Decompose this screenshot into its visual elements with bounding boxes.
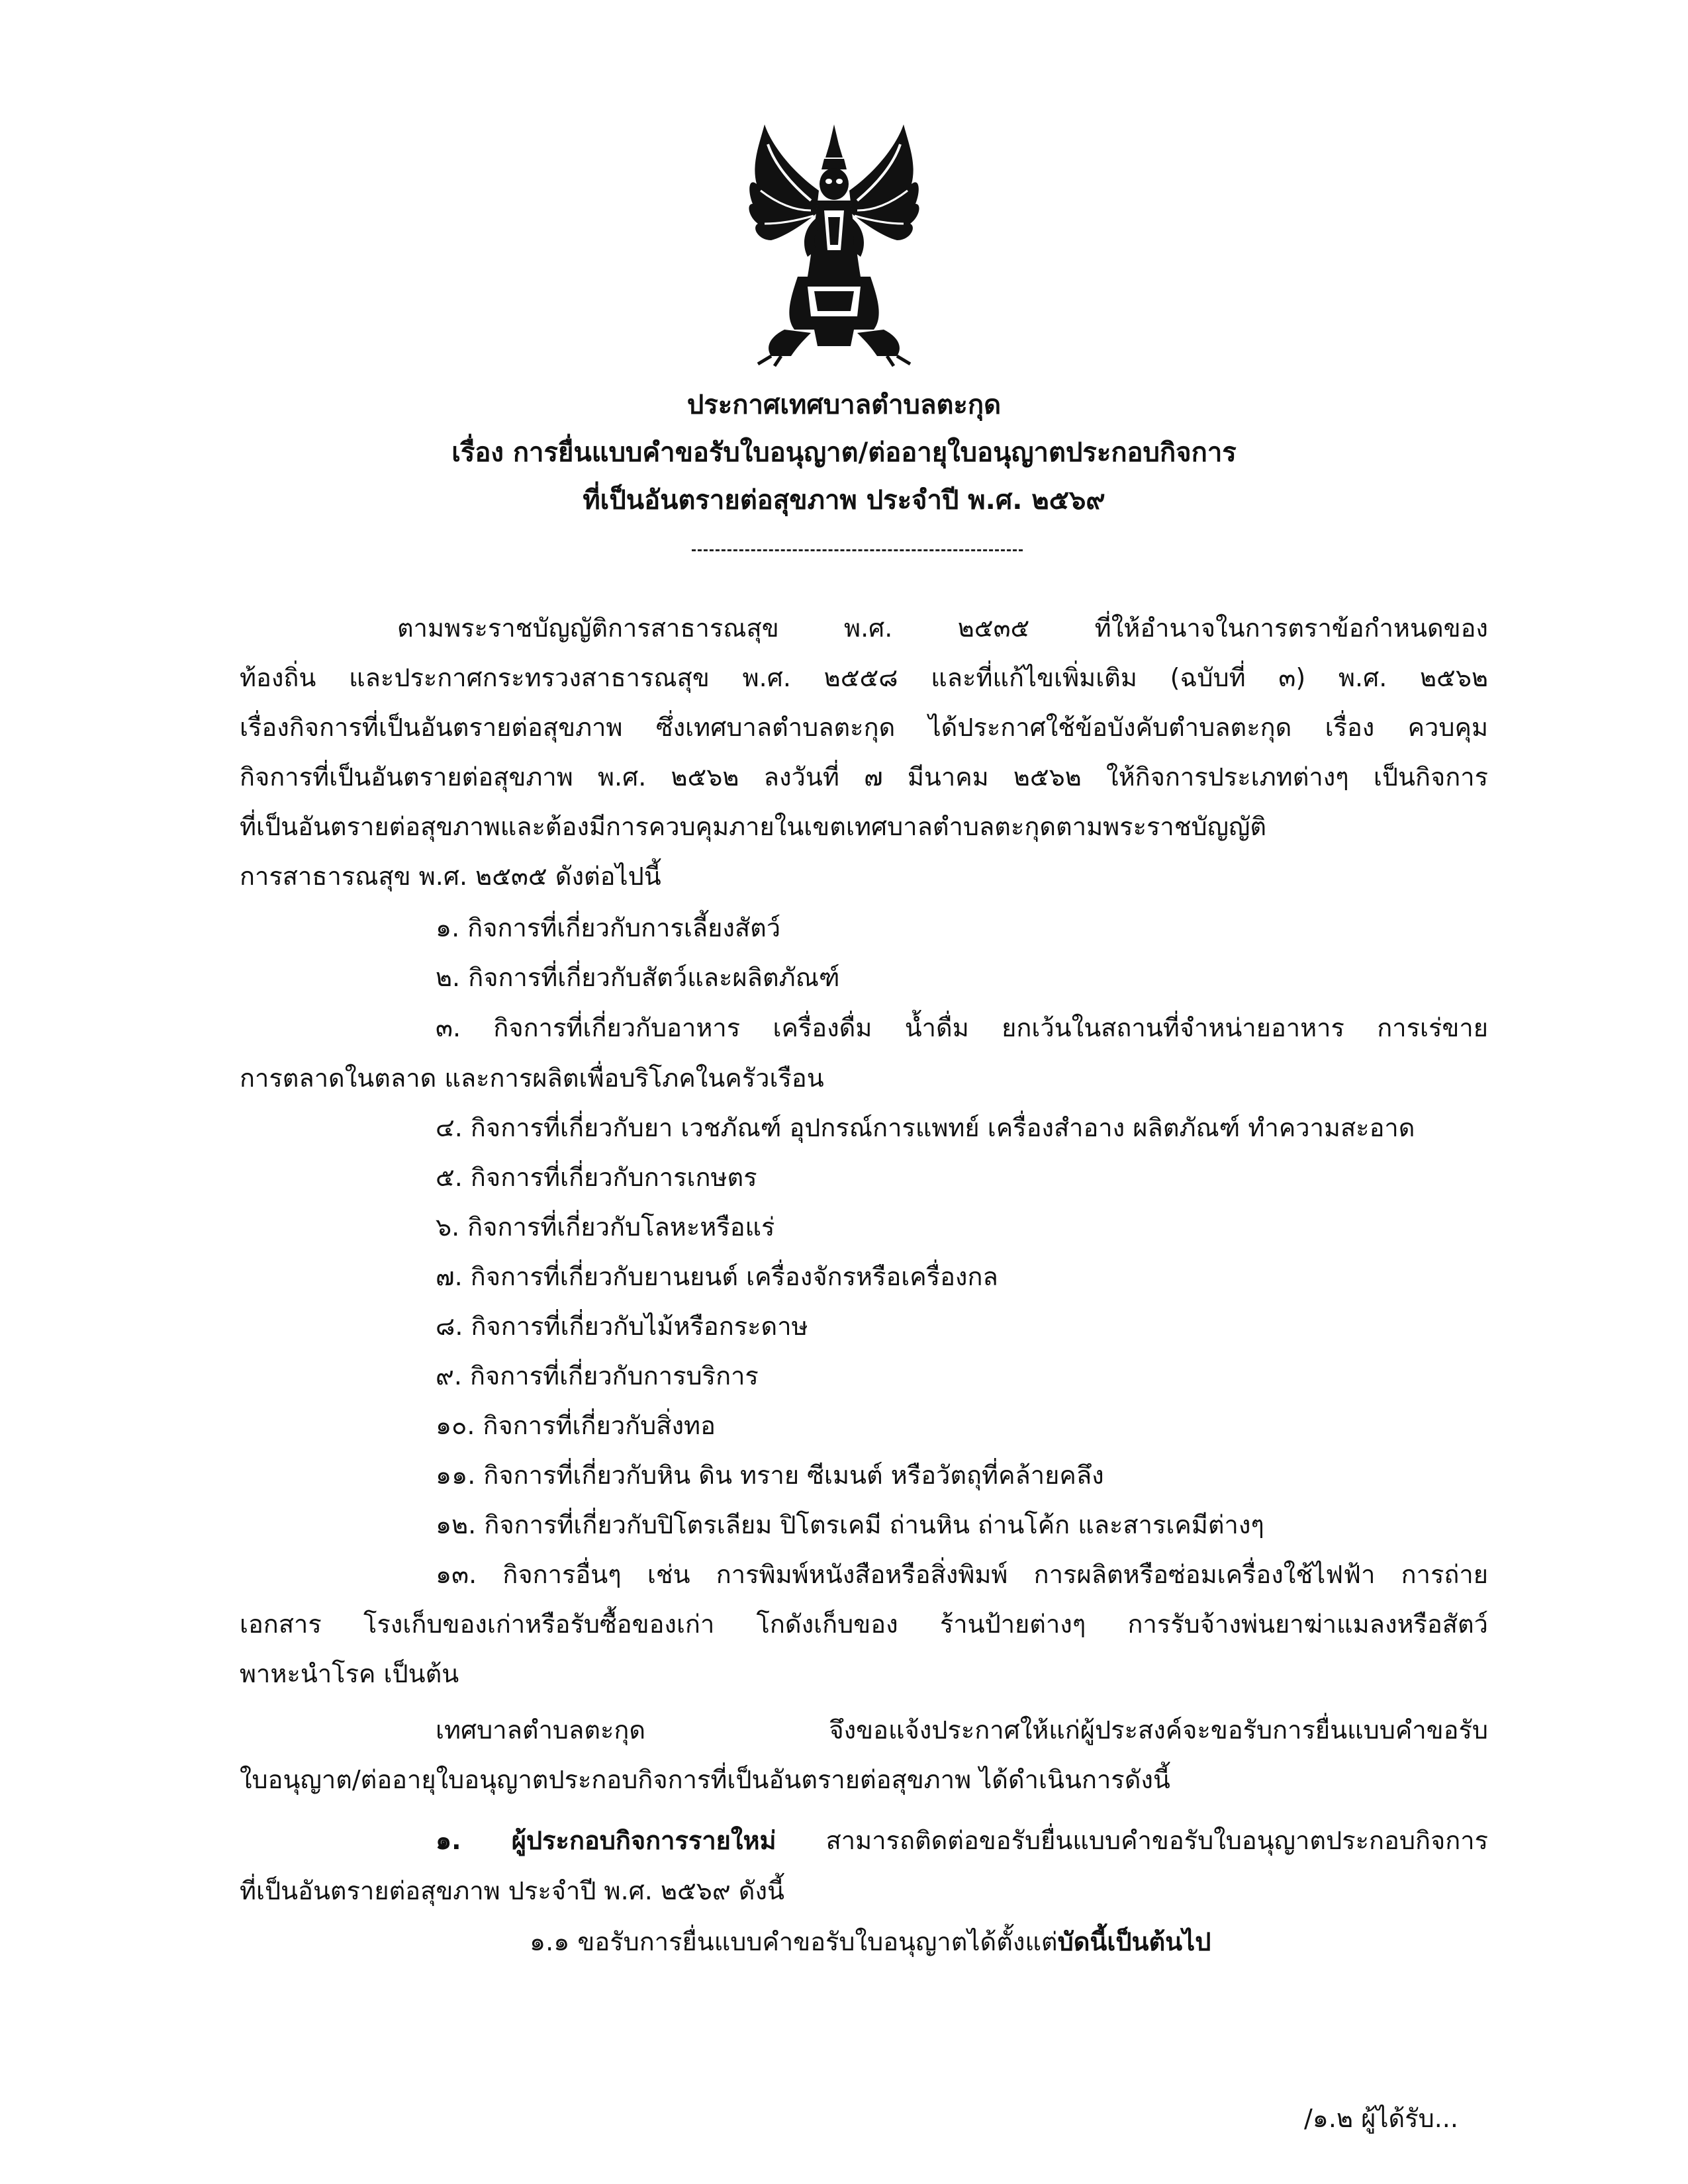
section-1-line-1 — [436, 1828, 1488, 1853]
list-item: ๑๑. กิจการที่เกี่ยวกับหิน ดิน ทราย ซีเมนต์ หรือวัตถุที่คล้ายคลึง — [436, 1461, 1104, 1490]
announcement-subject-continued: ที่เป็นอันตรายต่อสุขภาพ ประจำปี พ.ศ. ๒๕๖๙ — [583, 485, 1105, 516]
list-item: ๕. กิจการที่เกี่ยวกับการเกษตร — [436, 1163, 757, 1192]
list-item: ๗. กิจการที่เกี่ยวกับยานยนต์ เครื่องจักรหรือเครื่องกล — [436, 1262, 998, 1291]
section-1-1-emphasis: บัดนี้เป็นต้นไป — [1057, 1927, 1211, 1956]
list-item: ๑๓. กิจการอื่นๆ เช่น การพิมพ์หนังสือหรือสิ่งพิมพ์ การผลิตหรือซ่อมเครื่องใช้ไฟฟ้า การถ่าย — [436, 1560, 1488, 1589]
list-item: ๖. กิจการที่เกี่ยวกับโลหะหรือแร่ — [436, 1212, 775, 1242]
section-1-1 — [530, 1929, 1211, 1954]
list-item: ๙. กิจการที่เกี่ยวกับการบริการ — [436, 1361, 759, 1390]
notice-line-1: เทศบาลตำบลตะกุด จึงขอแจ้งประกาศให้แก่ผู้ประสงค์จะขอรับการยื่นแบบคำขอรับ — [436, 1715, 1488, 1745]
garuda-emblem-icon — [745, 118, 923, 369]
intro-line-3: เรื่องกิจการที่เป็นอันตรายต่อสุขภาพ ซึ่งเทศบาลตำบลตะกุด ได้ประกาศใช้ข้อบังคับตำบลตะกุด เรื่อง ควบคุม — [240, 713, 1488, 742]
heading-divider — [692, 549, 1023, 551]
list-item: ๒. กิจการที่เกี่ยวกับสัตว์และผลิตภัณฑ์ — [436, 963, 840, 992]
intro-line-4: กิจการที่เป็นอันตรายต่อสุขภาพ พ.ศ. ๒๕๖๒ ลงวันที่ ๗ มีนาคม ๒๕๖๒ ให้กิจการประเภทต่างๆ เป็นกิจการ — [240, 762, 1488, 792]
intro-line-6: การสาธารณสุข พ.ศ. ๒๕๓๕ ดังต่อไปนี้ — [240, 862, 661, 891]
list-item: ๑. กิจการที่เกี่ยวกับการเลี้ยงสัตว์ — [436, 913, 781, 942]
intro-line-5: ที่เป็นอันตรายต่อสุขภาพและต้องมีการควบคุมภายในเขตเทศบาลตำบลตะกุดตามพระราชบัญญัติ — [240, 812, 1267, 841]
list-item: ๔. กิจการที่เกี่ยวกับยา เวชภัณฑ์ อุปกรณ์การแพทย์ เครื่องสำอาง ผลิตภัณฑ์ ทำความสะอาด — [436, 1113, 1415, 1142]
section-1-1-text: ๑.๑ ขอรับการยื่นแบบคำขอรับใบอนุญาตได้ตั้งแต่ — [530, 1927, 1058, 1956]
list-item: ๘. กิจการที่เกี่ยวกับไม้หรือกระดาษ — [436, 1312, 808, 1341]
section-1-text: สามารถติดต่อขอรับยื่นแบบคำขอรับใบอนุญาตประกอบกิจการ — [776, 1826, 1488, 1855]
section-1-heading: ๑. ผู้ประกอบกิจการรายใหม่ — [436, 1826, 776, 1855]
section-1-line-2: ที่เป็นอันตรายต่อสุขภาพ ประจำปี พ.ศ. ๒๕๖๙ ดังนี้ — [240, 1876, 785, 1905]
list-item-continued: พาหะนำโรค เป็นต้น — [240, 1659, 459, 1688]
list-item-continued: การตลาดในตลาด และการผลิตเพื่อบริโภคในครัวเรือน — [240, 1064, 824, 1093]
list-item-continued: เอกสาร โรงเก็บของเก่าหรือรับซื้อของเก่า โกดังเก็บของ ร้านป้ายต่างๆ การรับจ้างพ่นยาฆ่าแมลงหรือสัตว์ — [240, 1610, 1488, 1639]
announcement-subject: เรื่อง การยื่นแบบคำขอรับใบอนุญาต/ต่ออายุใบอนุญาตประกอบกิจการ — [451, 437, 1237, 468]
notice-line-2: ใบอนุญาต/ต่ออายุใบอนุญาตประกอบกิจการที่เป็นอันตรายต่อสุขภาพ ได้ดำเนินการดังนี้ — [240, 1765, 1170, 1794]
list-item: ๑๐. กิจการที่เกี่ยวกับสิ่งทอ — [436, 1411, 716, 1440]
announcement-title: ประกาศเทศบาลตำบลตะกุด — [686, 390, 1002, 420]
intro-line-1: ตามพระราชบัญญัติการสาธารณสุข พ.ศ. ๒๕๓๕ ที่ให้อำนาจในการตราข้อกำหนดของ — [397, 614, 1488, 643]
continuation-marker: /๑.๒ ผู้ได้รับ... — [1304, 2104, 1458, 2133]
list-item: ๓. กิจการที่เกี่ยวกับอาหาร เครื่องดื่ม น้ำดื่ม ยกเว้นในสถานที่จำหน่ายอาหาร การเร่ขาย — [436, 1013, 1488, 1042]
intro-line-2: ท้องถิ่น และประกาศกระทรวงสาธารณสุข พ.ศ. ๒๕๕๘ และที่แก้ไขเพิ่มเติม (ฉบับที่ ๓) พ.ศ. ๒๕๖๒ — [240, 663, 1488, 692]
list-item: ๑๒. กิจการที่เกี่ยวกับปิโตรเลียม ปิโตรเคมี ถ่านหิน ถ่านโค้ก และสารเคมีต่างๆ — [436, 1510, 1264, 1539]
